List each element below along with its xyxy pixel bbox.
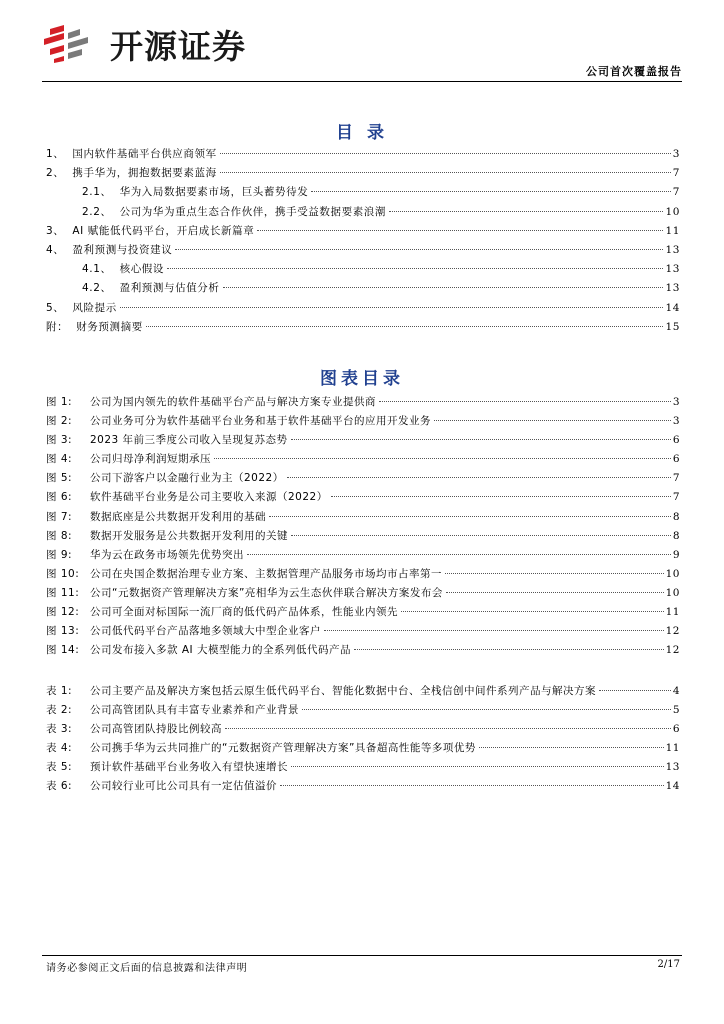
entry-title: 公司可全面对标国际一流厂商的低代码产品体系，性能业内领先: [90, 606, 398, 619]
entry-page-number: 7: [672, 167, 680, 180]
entry-page-number: 3: [672, 415, 680, 428]
toc-entry[interactable]: [46, 164, 680, 183]
entry-title: 风险提示: [72, 301, 117, 314]
figure-entry[interactable]: [46, 488, 680, 507]
entry-number: 图 4:: [46, 453, 73, 466]
figure-entry[interactable]: [46, 508, 680, 527]
entry-number: 图 9:: [46, 548, 73, 561]
entry-page-number: 7: [672, 491, 680, 504]
entry-title: 预计软件基础平台业务收入有望快速增长: [90, 761, 288, 774]
dot-leader: [220, 153, 671, 154]
figure-entry[interactable]: [46, 393, 680, 412]
entry-title: 公司为华为重点生态合作伙伴，携手受益数据要素浪潮: [119, 205, 387, 218]
dot-leader: [146, 326, 664, 327]
entry-page-number: 8: [672, 510, 680, 523]
entry-title: 华为入局数据要素市场，巨头蓄势待发: [119, 186, 309, 199]
entry-number: 图 6:: [46, 491, 73, 504]
entry-title: 财务预测摘要: [76, 320, 143, 333]
entry-page-number: 10: [665, 586, 680, 599]
entry-page-number: 13: [665, 243, 680, 256]
page-number: 2/17: [657, 959, 680, 970]
entry-page-number: 10: [665, 205, 680, 218]
dot-leader: [120, 307, 664, 308]
entry-number: 图 5:: [46, 472, 73, 485]
dot-leader: [257, 230, 663, 231]
entry-page-number: 6: [672, 434, 680, 447]
entry-number: 4、: [46, 243, 65, 256]
dot-leader: [291, 439, 671, 440]
entry-page-number: 10: [665, 567, 680, 580]
entry-page-number: 3: [672, 148, 680, 160]
entry-page-number: 6: [672, 723, 680, 736]
dot-leader: [479, 747, 664, 748]
dot-leader: [225, 728, 671, 729]
dot-leader: [291, 535, 671, 536]
entry-page-number: 15: [665, 320, 680, 333]
table-entry[interactable]: [46, 720, 680, 739]
entry-title: 公司低代码平台产品落地多领域大中型企业客户: [90, 625, 321, 638]
entry-number: 3、: [46, 224, 65, 237]
dot-leader: [214, 458, 671, 459]
figure-entry[interactable]: [46, 565, 680, 584]
dot-leader: [311, 191, 670, 192]
table-entry[interactable]: [46, 682, 680, 701]
entry-number: 表 2:: [46, 704, 73, 717]
entry-number: 1、: [46, 148, 65, 160]
entry-page-number: 14: [665, 301, 680, 314]
dot-leader: [223, 287, 664, 288]
entry-title: 携手华为，拥抱数据要素蓝海: [72, 167, 217, 180]
figure-entry[interactable]: [46, 622, 680, 641]
entry-title: 软件基础平台业务是公司主要收入来源（2022）: [90, 491, 328, 504]
entry-number: 图 13:: [46, 625, 80, 638]
dot-leader: [446, 592, 664, 593]
entry-number: 图 12:: [46, 606, 80, 619]
dot-leader: [331, 496, 671, 497]
entry-page-number: 7: [672, 472, 680, 485]
figure-entry[interactable]: [46, 527, 680, 546]
figure-entry[interactable]: [46, 546, 680, 565]
entry-number: 图 1:: [46, 396, 73, 408]
entry-page-number: 11: [665, 606, 680, 619]
toc-entry[interactable]: [46, 145, 680, 164]
entry-page-number: 3: [672, 396, 680, 408]
entry-title: 盈利预测与投资建议: [72, 243, 173, 256]
entry-page-number: 6: [672, 453, 680, 466]
entry-number: 4.2、: [82, 282, 112, 295]
table-list: [46, 682, 680, 797]
dot-leader: [280, 785, 664, 786]
entry-number: 附：: [46, 320, 69, 333]
entry-number: 表 6:: [46, 780, 73, 793]
dot-leader: [175, 249, 663, 250]
toc-entry[interactable]: [46, 222, 680, 241]
entry-title: 公司高管团队具有丰富专业素养和产业背景: [90, 704, 299, 717]
footer-divider: [42, 955, 682, 956]
report-type: 公司首次覆盖报告: [586, 65, 682, 78]
entry-page-number: 12: [665, 644, 680, 657]
entry-number: 表 5:: [46, 761, 73, 774]
entry-page-number: 11: [665, 742, 680, 755]
entry-number: 表 4:: [46, 742, 73, 755]
entry-number: 图 7:: [46, 510, 73, 523]
figure-entry[interactable]: [46, 584, 680, 603]
entry-page-number: 11: [665, 224, 680, 237]
entry-page-number: 13: [665, 761, 680, 774]
toc-list: [46, 145, 680, 337]
dot-leader: [269, 516, 671, 517]
entry-title: 公司主要产品及解决方案包括云原生低代码平台、智能化数据中台、全栈信创中间件系列产品与解决方案: [90, 685, 596, 697]
entry-title: 公司高管团队持股比例较高: [90, 723, 222, 736]
entry-title: 公司携手华为云共同推广的“元数据资产管理解决方案”具备超高性能等多项优势: [90, 742, 476, 755]
dot-leader: [167, 268, 663, 269]
figure-entry[interactable]: [46, 641, 680, 660]
figure-entry[interactable]: [46, 450, 680, 469]
entry-number: 2.2、: [82, 205, 112, 218]
figure-entry[interactable]: [46, 603, 680, 622]
entry-title: 2023 年前三季度公司收入呈现复苏态势: [90, 434, 288, 447]
dot-leader: [302, 709, 671, 710]
entry-page-number: 14: [665, 780, 680, 793]
entry-number: 2.1、: [82, 186, 112, 199]
table-entry[interactable]: [46, 758, 680, 777]
entry-number: 5、: [46, 301, 65, 314]
header-divider: [42, 81, 682, 82]
entry-number: 图 10:: [46, 567, 80, 580]
figure-entry[interactable]: [46, 469, 680, 488]
dot-leader: [324, 630, 664, 631]
entry-title: 公司在央国企数据治理专业方案、主数据管理产品服务市场均市占率第一: [90, 567, 442, 580]
entry-page-number: 9: [672, 548, 680, 561]
entry-number: 2、: [46, 167, 65, 180]
toc-title: 目 录: [336, 123, 388, 143]
dot-leader: [599, 690, 671, 691]
brand-name: 开源证券: [110, 26, 246, 66]
entry-number: 表 1:: [46, 685, 73, 697]
entry-number: 表 3:: [46, 723, 73, 736]
figure-entry[interactable]: [46, 412, 680, 431]
dot-leader: [389, 211, 663, 212]
entry-number: 4.1、: [82, 263, 112, 276]
table-entry[interactable]: [46, 777, 680, 796]
brand-logo: [40, 20, 246, 68]
entry-page-number: 5: [672, 704, 680, 717]
entry-number: 图 3:: [46, 434, 73, 447]
figure-list: [46, 393, 680, 660]
entry-page-number: 4: [672, 685, 680, 697]
toc-entry[interactable]: [46, 241, 680, 260]
dot-leader: [247, 554, 671, 555]
dot-leader: [445, 573, 664, 574]
entry-page-number: 7: [672, 186, 680, 199]
table-entry[interactable]: [46, 701, 680, 720]
entry-page-number: 8: [672, 529, 680, 542]
entry-title: 盈利预测与估值分析: [119, 282, 220, 295]
toc-entry[interactable]: [46, 183, 680, 202]
toc-entry[interactable]: [46, 203, 680, 222]
toc-entry[interactable]: [46, 318, 680, 337]
dot-leader: [291, 766, 664, 767]
entry-title: 数据底座是公共数据开发利用的基础: [90, 510, 266, 523]
entry-number: 图 8:: [46, 529, 73, 542]
entry-title: 公司归母净利润短期承压: [90, 453, 211, 466]
entry-title: 公司下游客户以金融行业为主（2022）: [90, 472, 284, 485]
dot-leader: [220, 172, 671, 173]
entry-title: 核心假设: [119, 263, 165, 276]
entry-title: 华为云在政务市场领先优势突出: [90, 548, 244, 561]
dot-leader: [379, 401, 671, 402]
toc-entry[interactable]: [46, 299, 680, 318]
entry-title: 数据开发服务是公共数据开发利用的关键: [90, 529, 288, 542]
dot-leader: [434, 420, 671, 421]
entry-title: 国内软件基础平台供应商领军: [72, 148, 217, 160]
dot-leader: [354, 649, 664, 650]
toc-entry[interactable]: [46, 279, 680, 298]
entry-title: 公司业务可分为软件基础平台业务和基于软件基础平台的应用开发业务: [90, 415, 431, 428]
entry-title: 公司为国内领先的软件基础平台产品与解决方案专业提供商: [90, 396, 376, 408]
figure-entry[interactable]: [46, 431, 680, 450]
entry-number: 图 14:: [46, 644, 80, 657]
entry-title: 公司“元数据资产管理解决方案”亮相华为云生态伙伴联合解决方案发布会: [90, 586, 443, 599]
entry-page-number: 12: [665, 625, 680, 638]
entry-number: 图 11:: [46, 586, 80, 599]
brand-mark-icon: [40, 23, 104, 65]
table-entry[interactable]: [46, 739, 680, 758]
entry-number: 图 2:: [46, 415, 73, 428]
figures-title: 图表目录: [320, 369, 404, 389]
entry-title: 公司发布接入多款 AI 大模型能力的全系列低代码产品: [90, 644, 351, 657]
entry-title: AI 赋能低代码平台，开启成长新篇章: [72, 224, 255, 237]
toc-entry[interactable]: [46, 260, 680, 279]
entry-title: 公司较行业可比公司具有一定估值溢价: [90, 780, 277, 793]
dot-leader: [401, 611, 664, 612]
entry-page-number: 13: [665, 282, 680, 295]
dot-leader: [287, 477, 671, 478]
entry-page-number: 13: [665, 263, 680, 276]
footer-disclaimer: 请务必参阅正文后面的信息披露和法律声明: [46, 963, 248, 974]
